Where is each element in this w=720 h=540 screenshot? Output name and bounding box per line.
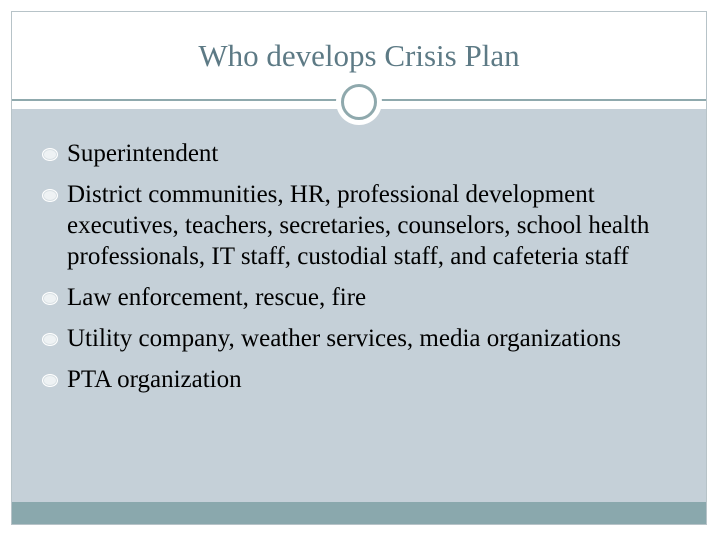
slide [11,11,707,525]
bullet-dot-icon [42,189,58,202]
bullet-dot-icon [42,333,58,346]
bullet-text: Law enforcement, rescue, fire [67,284,367,311]
bullet-dot-icon [42,292,58,305]
slide-title: Who develops Crisis Plan [198,38,520,73]
list-item [42,364,682,395]
bullet-dot-icon [42,374,58,387]
bullet-text: PTA organization [67,366,242,393]
circle-ring-icon [336,79,382,125]
bullet-text: Utility company, weather services, media organizations [67,325,621,352]
bullet-text: Superintendent [67,140,219,167]
bullet-list [42,138,682,405]
footer-bar [12,502,706,524]
list-item [42,138,682,169]
bullet-dot-icon [42,148,58,161]
list-item [42,323,682,354]
ornament-ring [341,84,377,120]
list-item [42,282,682,313]
bullet-text: District communities, HR, professional development executives, teachers, secretaries, counselors, school health professionals, IT staff, custodial staff, and cafeteria staff [67,181,650,270]
list-item [42,179,682,272]
content-area [12,109,706,502]
